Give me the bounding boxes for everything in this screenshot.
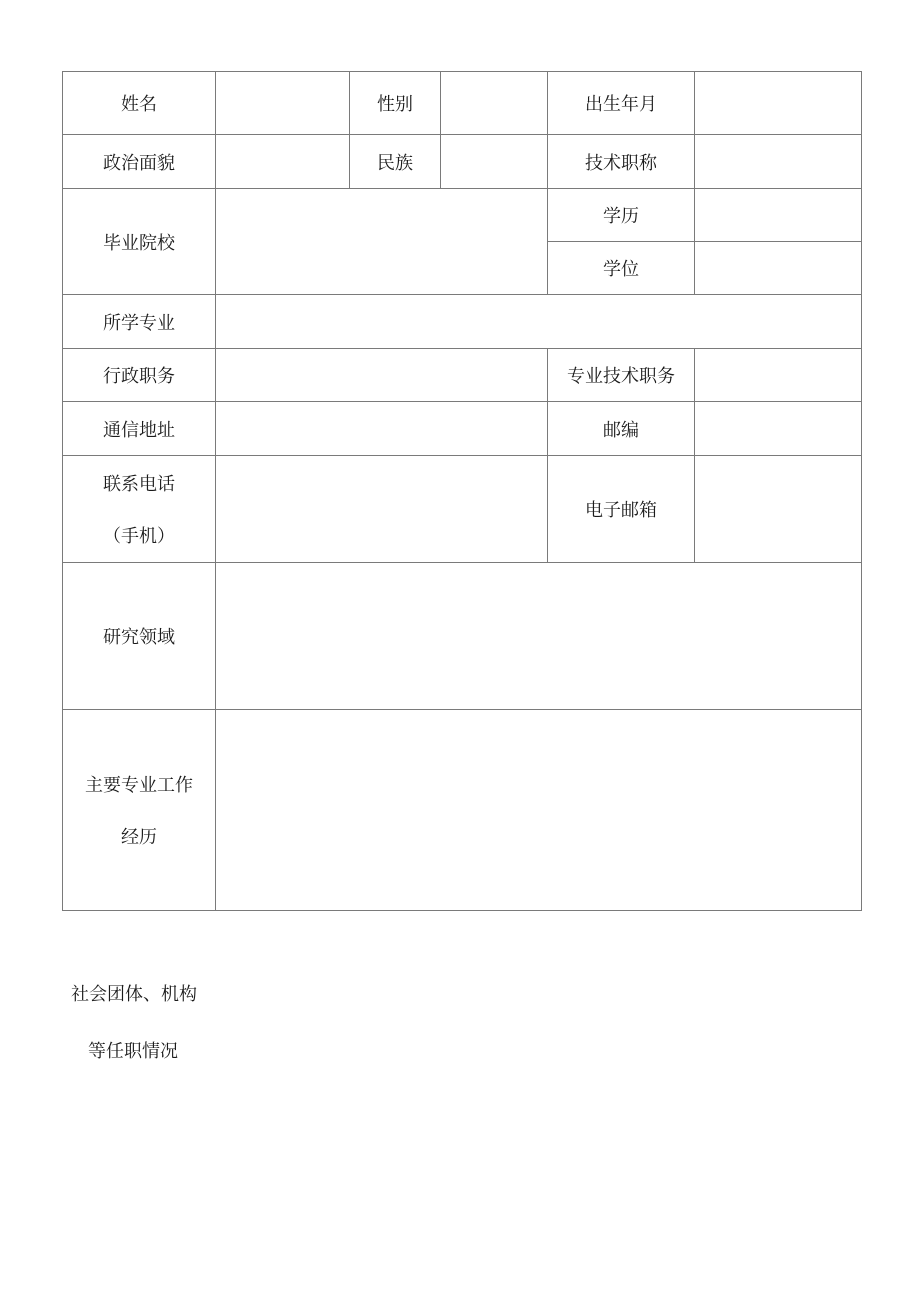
- admin-position-field[interactable]: [216, 349, 548, 402]
- form-row-experience: [63, 710, 862, 911]
- email-field[interactable]: [695, 456, 862, 563]
- tech-title-label: 技术职称: [548, 135, 695, 189]
- social-positions-label-line2: 等任职情况: [88, 1041, 178, 1062]
- name-label: 姓名: [63, 72, 216, 135]
- school-field[interactable]: [216, 189, 548, 295]
- form-row-phone: [63, 456, 862, 563]
- major-field[interactable]: [216, 295, 862, 349]
- political-label: 政治面貌: [63, 135, 216, 189]
- phone-label-line1: 联系电话: [103, 474, 175, 495]
- experience-field[interactable]: [216, 710, 862, 911]
- form-row-school: [63, 189, 862, 242]
- phone-label-line2: （手机）: [103, 526, 175, 547]
- gender-label: 性别: [350, 72, 441, 135]
- admin-position-label: 行政职务: [63, 349, 216, 402]
- address-field[interactable]: [216, 402, 548, 456]
- birth-field[interactable]: [695, 72, 862, 135]
- experience-label-line1: 主要专业工作: [85, 775, 193, 796]
- major-label: 所学专业: [63, 295, 216, 349]
- education-field[interactable]: [695, 189, 862, 242]
- political-field[interactable]: [216, 135, 350, 189]
- postcode-field[interactable]: [695, 402, 862, 456]
- prof-position-label: 专业技术职务: [548, 349, 695, 402]
- form-row-research: [63, 563, 862, 710]
- ethnicity-field[interactable]: [441, 135, 548, 189]
- form-row-major: [63, 295, 862, 349]
- name-field[interactable]: [216, 72, 350, 135]
- form-row-address: [63, 402, 862, 456]
- research-field[interactable]: [216, 563, 862, 710]
- research-label: 研究领域: [63, 563, 216, 710]
- prof-position-field[interactable]: [695, 349, 862, 402]
- birth-label: 出生年月: [548, 72, 695, 135]
- form-row-political: [63, 135, 862, 189]
- education-label: 学历: [548, 189, 695, 242]
- experience-label-line2: 经历: [121, 827, 157, 848]
- gender-field[interactable]: [441, 72, 548, 135]
- address-label: 通信地址: [63, 402, 216, 456]
- form-row-name: [63, 72, 862, 135]
- social-positions-label-line1: 社会团体、机构: [71, 984, 197, 1005]
- phone-label: [63, 456, 216, 563]
- degree-field[interactable]: [695, 242, 862, 295]
- phone-field[interactable]: [216, 456, 548, 563]
- school-label: 毕业院校: [63, 189, 216, 295]
- form-row-position: [63, 349, 862, 402]
- registration-form-table: [62, 71, 862, 911]
- postcode-label: 邮编: [548, 402, 695, 456]
- experience-label: [63, 710, 216, 911]
- ethnicity-label: 民族: [350, 135, 441, 189]
- email-label: 电子邮箱: [548, 456, 695, 563]
- tech-title-field[interactable]: [695, 135, 862, 189]
- degree-label: 学位: [548, 242, 695, 295]
